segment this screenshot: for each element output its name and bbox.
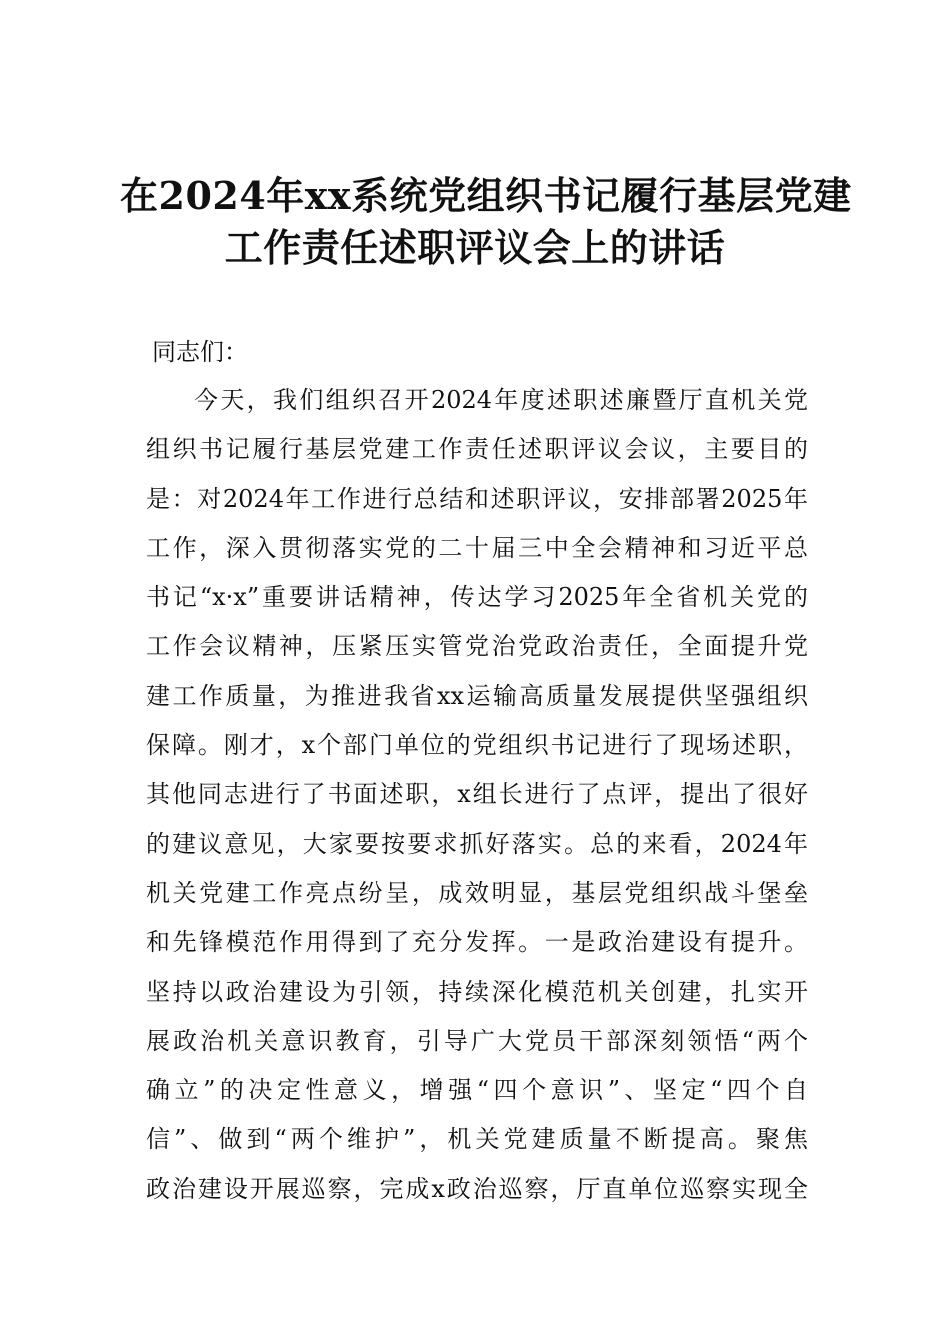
- title-line: 在2024年xx系统党组织书记履行基层党建: [120, 173, 852, 218]
- body-line: 和先锋模范作用得到了充分发挥。一是政治建设有提升。: [146, 928, 808, 957]
- body-line: 政治建设开展巡察，完成x政治巡察，厅直单位巡察实现全: [146, 1174, 808, 1203]
- body-line: 工作，深入贯彻落实党的二十届三中全会精神和习近平总: [146, 533, 808, 562]
- body-line: 的建议意见，大家要按要求抓好落实。总的来看，2024年: [146, 829, 808, 858]
- body-line: 信”、做到“两个维护”，机关党建质量不断提高。聚焦: [146, 1125, 808, 1154]
- body-line: 确立”的决定性意义，增强“四个意识”、坚定“四个自: [146, 1076, 808, 1105]
- body-line: 其他同志进行了书面述职，x组长进行了点评，提出了很好: [146, 780, 808, 809]
- body-line: 机关党建工作亮点纷呈，成效明显，基层党组织战斗堡垒: [146, 878, 808, 907]
- body-line: 组织书记履行基层党建工作责任述职评议会议，主要目的: [146, 435, 808, 464]
- document-title: [120, 170, 852, 274]
- body-line: 保障。刚才，x个部门单位的党组织书记进行了现场述职，: [146, 731, 808, 760]
- body-paragraph: [146, 380, 808, 1218]
- body-line: 书记“x·x”重要讲话精神，传达学习2025年全省机关党的: [146, 583, 808, 612]
- body-line: 工作会议精神，压紧压实管党治党政治责任，全面提升党: [146, 632, 808, 661]
- salutation: 同志们：: [152, 338, 248, 366]
- body-line: 今天，我们组织召开2024年度述职述廉暨厅直机关党: [194, 386, 808, 414]
- body-line: 建工作质量，为推进我省xx运输高质量发展提供坚强组织: [146, 681, 808, 710]
- title-line: 工作责任述职评议会上的讲话: [224, 225, 726, 270]
- body-line: 坚持以政治建设为引领，持续深化模范机关创建，扎实开: [146, 977, 808, 1006]
- body-line: 展政治机关意识教育，引导广大党员干部深刻领悟“两个: [146, 1026, 808, 1055]
- body-line: 是：对2024年工作进行总结和述职评议，安排部署2025年: [146, 484, 808, 513]
